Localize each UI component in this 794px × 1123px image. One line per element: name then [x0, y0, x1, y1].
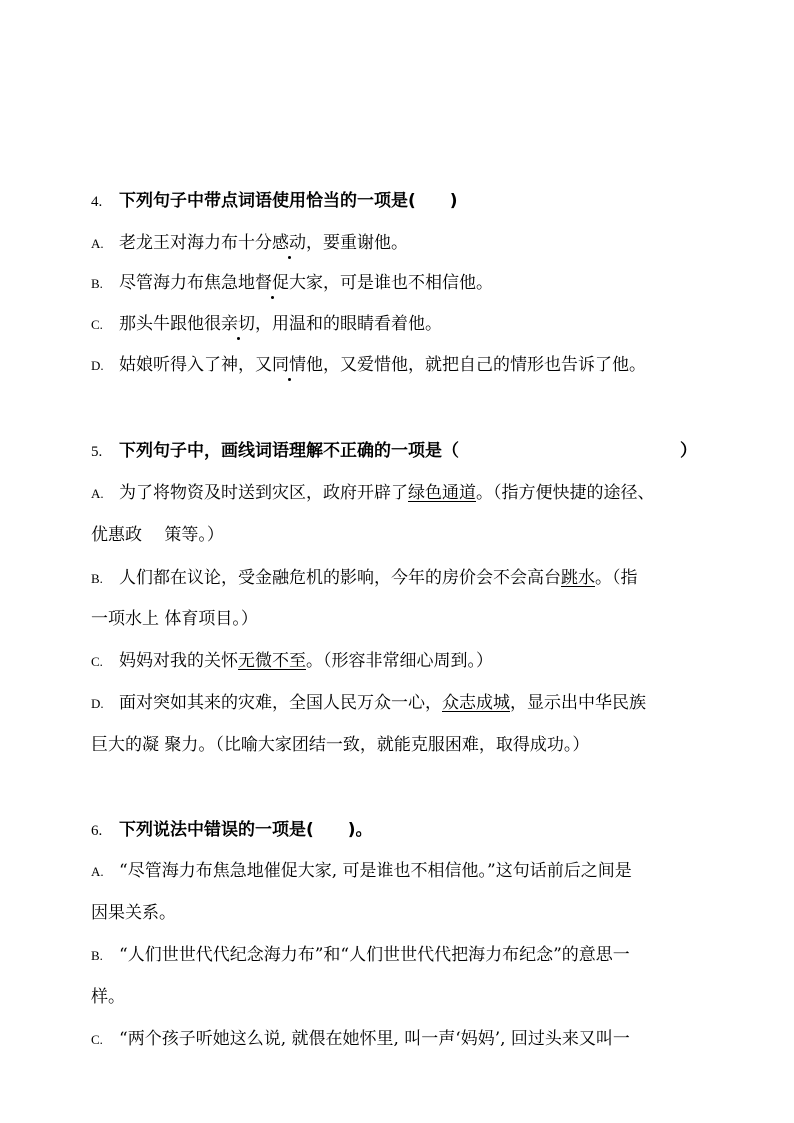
option-text: “人们世世代代纪念海力布”和“人们世世代代把海力布纪念”的意思一	[119, 945, 630, 965]
option-label: D.	[91, 696, 104, 711]
option-text: “尽管海力布焦急地催促大家, 可是谁也不相信他。”这句话前后之间是	[119, 861, 632, 881]
option-label: C.	[91, 317, 103, 332]
option-label: C.	[91, 654, 103, 669]
q5-option-d	[91, 688, 646, 713]
question-6-stem	[91, 815, 373, 840]
q5-option-b	[91, 563, 638, 588]
option-text: 。（指方便快捷的途径、	[476, 483, 655, 503]
question-text: 下列句子中，画线词语理解不正确的一项是（	[119, 441, 459, 461]
option-text: ，要重谢他。	[306, 233, 408, 253]
option-label: A.	[91, 864, 104, 879]
dotted-word: 感动	[272, 233, 306, 253]
question-number: 5.	[91, 444, 103, 460]
question-5-stem-end: ）	[680, 441, 697, 461]
q6-option-c	[91, 1024, 630, 1049]
q5-option-c	[91, 646, 493, 671]
dotted-word: 亲切	[221, 314, 255, 334]
option-text: 他，又爱惜他，就把自己的情形也告诉了他。	[306, 355, 646, 375]
q6-option-a	[91, 856, 632, 881]
option-text: 面对突如其来的灾难，全国人民万众一心，	[119, 693, 442, 713]
question-4-stem	[91, 186, 458, 211]
q5-option-a	[91, 478, 655, 503]
q4-option-b	[91, 268, 493, 293]
q4-option-d	[91, 350, 646, 375]
dotted-word: 督促	[255, 273, 289, 293]
underlined-word: 众志成城	[442, 693, 510, 713]
underlined-word: 无微不至	[238, 651, 306, 671]
question-5-stem	[91, 436, 459, 461]
question-number: 6.	[91, 823, 103, 839]
question-text: 下列说法中错误的一项是( )。	[119, 820, 373, 840]
q4-option-a	[91, 228, 408, 253]
option-label: B.	[91, 276, 103, 291]
option-text: 老龙王对海力布十分	[119, 233, 272, 253]
option-label: B.	[91, 571, 103, 586]
option-text: “两个孩子听她这么说, 就偎在她怀里, 叫一声‘妈妈’, 回过头来又叫一	[119, 1029, 630, 1049]
option-text: 姑娘听得入了神，又	[119, 355, 272, 375]
option-text: 那头牛跟他很	[119, 314, 221, 334]
option-text: 大家，可是谁也不相信他。	[289, 273, 493, 293]
dotted-word: 同情	[272, 355, 306, 375]
option-text: ，显示出中华民族	[510, 693, 646, 713]
q6-option-b	[91, 940, 630, 965]
option-text: 。（指	[595, 568, 638, 588]
question-number: 4.	[91, 194, 103, 210]
option-label: B.	[91, 948, 103, 963]
option-label: A.	[91, 486, 104, 501]
q6-option-b-cont: 样。	[91, 987, 125, 1007]
option-label: C.	[91, 1032, 103, 1047]
q5-option-a-cont: 优惠政 策等。）	[91, 525, 224, 545]
q5-option-d-cont: 巨大的凝 聚力。（比喻大家团结一致，就能克服困难，取得成功。）	[91, 735, 590, 755]
option-text: 。（形容非常细心周到。）	[306, 651, 493, 671]
q5-option-b-cont: 一项水上 体育项目。）	[91, 609, 258, 629]
underlined-word: 绿色通道	[408, 483, 476, 503]
q4-option-c	[91, 309, 442, 334]
option-text: ，用温和的眼睛看着他。	[255, 314, 442, 334]
option-text: 妈妈对我的关怀	[119, 651, 238, 671]
option-text: 为了将物资及时送到灾区，政府开辟了	[119, 483, 408, 503]
underlined-word: 跳水	[561, 568, 595, 588]
option-text: 尽管海力布焦急地	[119, 273, 255, 293]
question-text: 下列句子中带点词语使用恰当的一项是( )	[119, 191, 458, 211]
option-label: D.	[91, 358, 104, 373]
q6-option-a-cont: 因果关系。	[91, 903, 176, 923]
option-text: 人们都在议论，受金融危机的影响，今年的房价会不会高台	[119, 568, 561, 588]
option-label: A.	[91, 236, 104, 251]
